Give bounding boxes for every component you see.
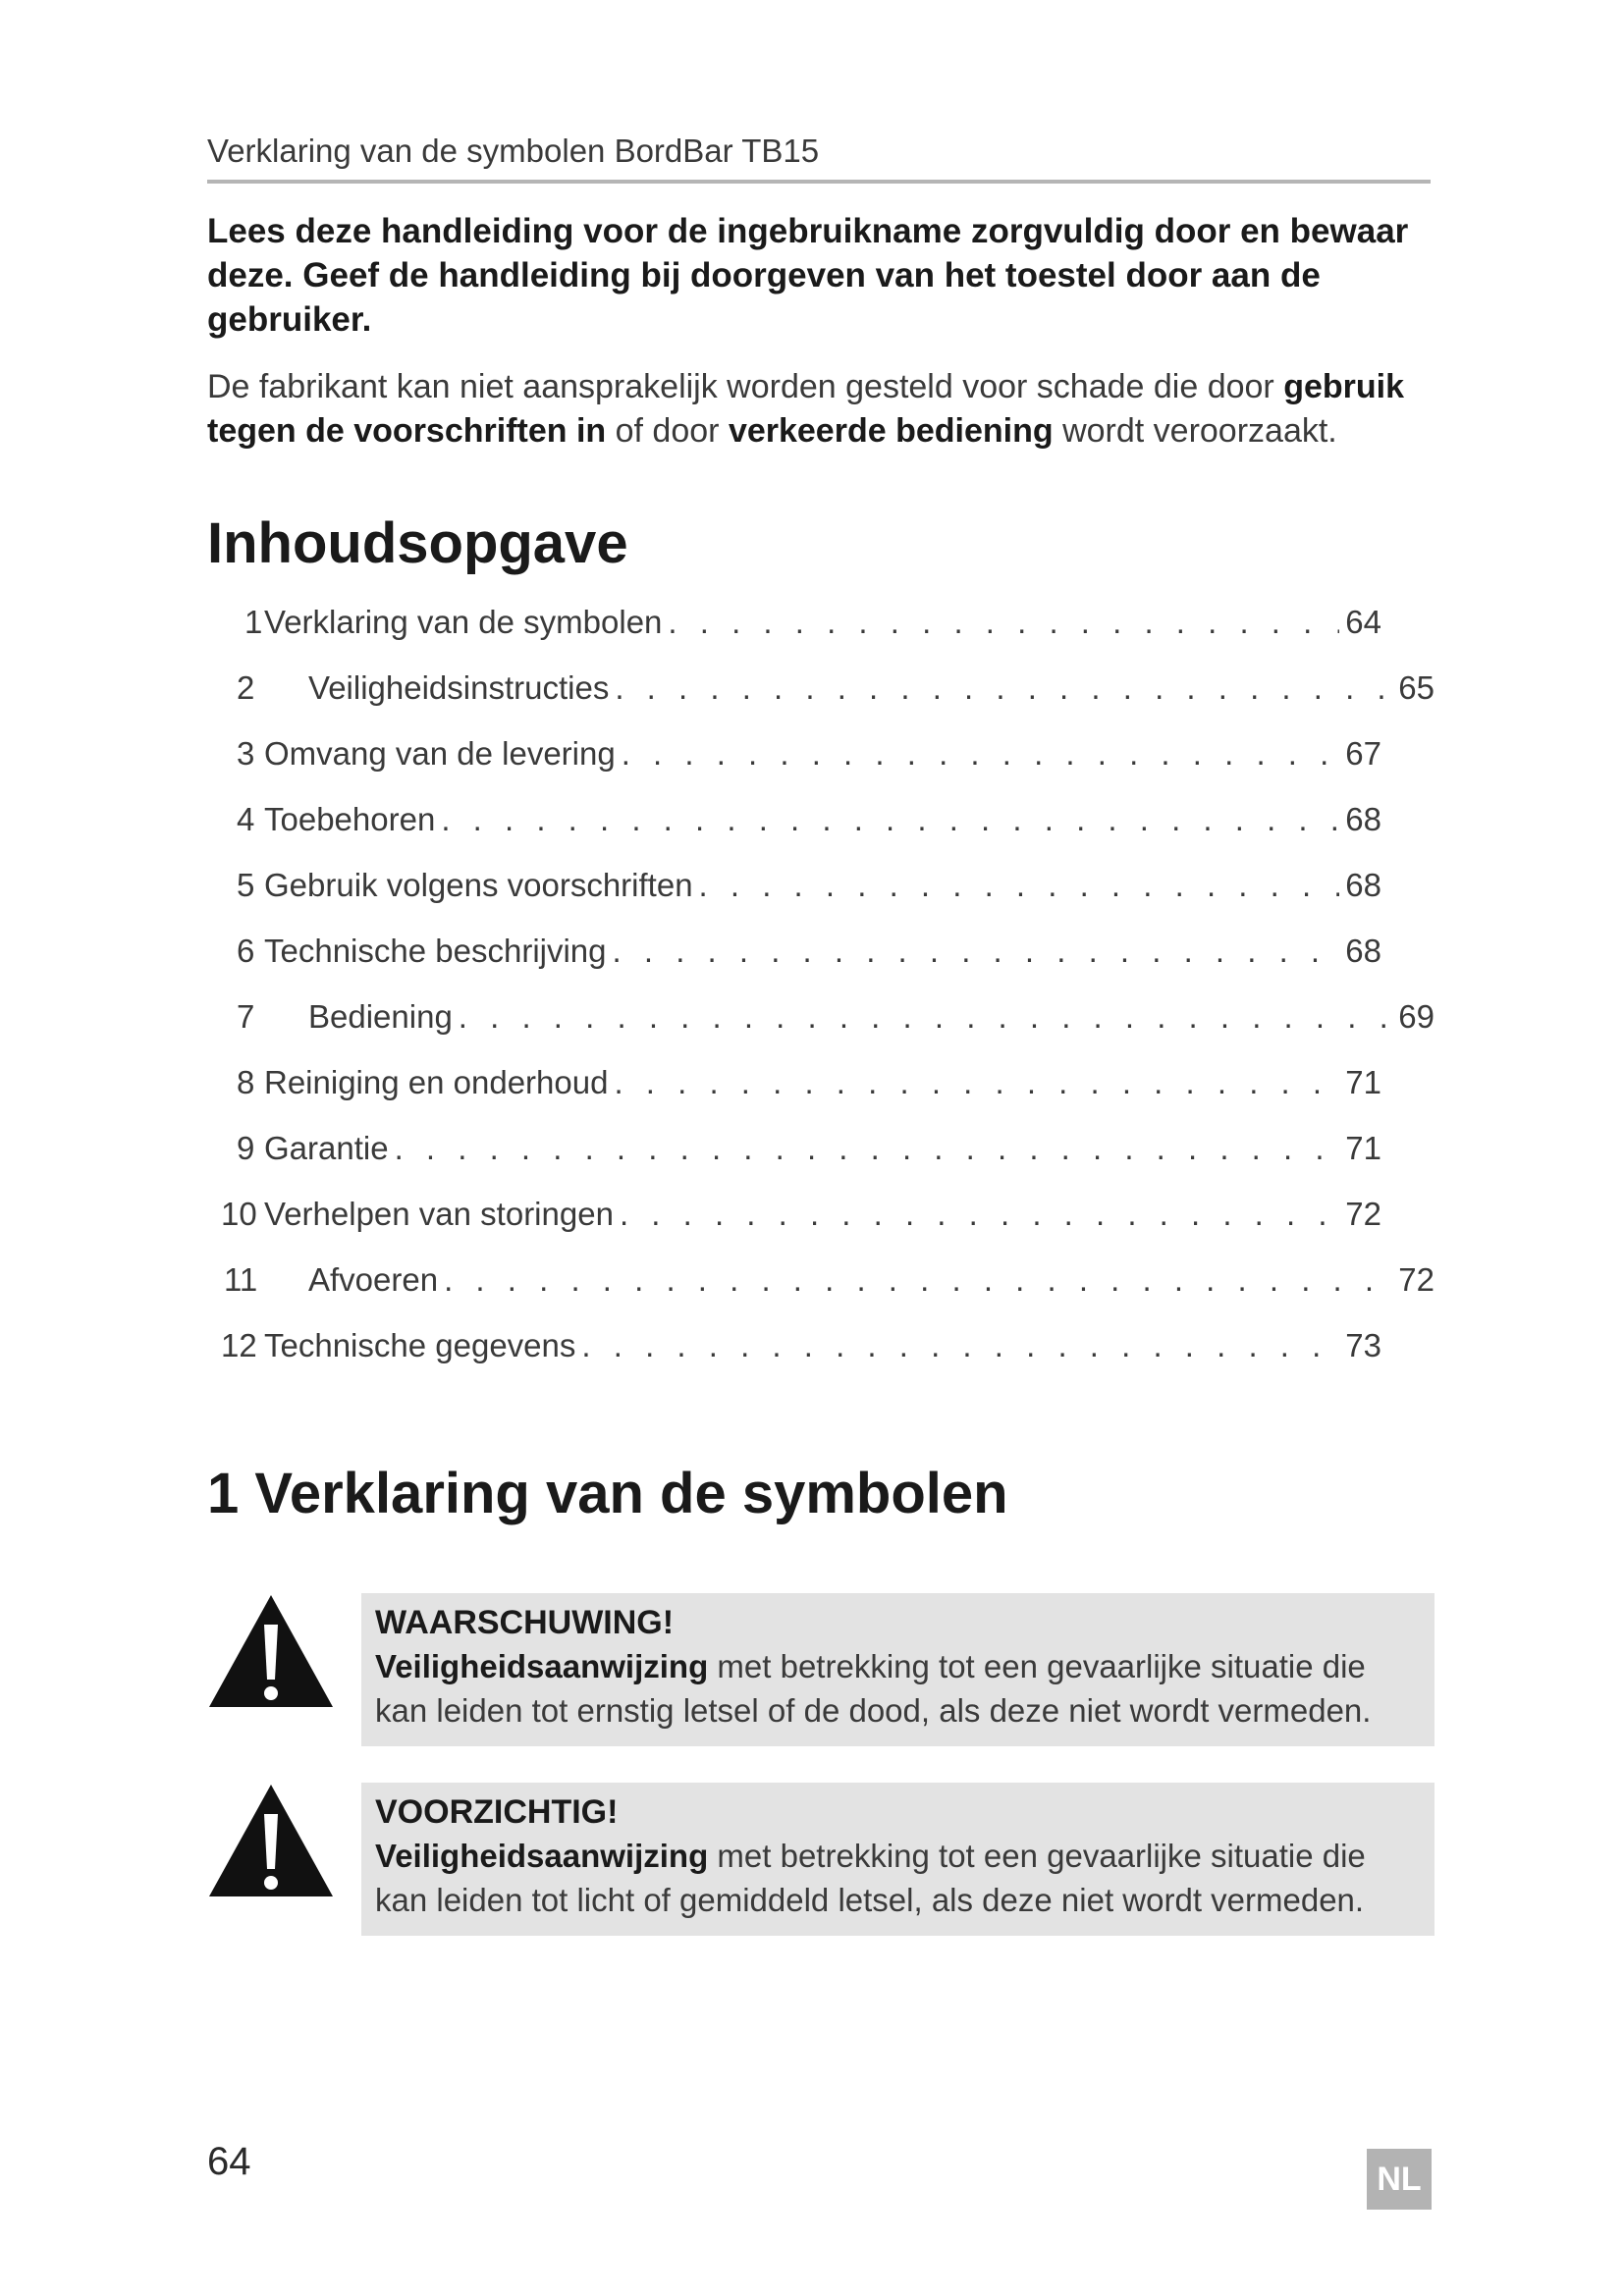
toc-leader-dots: [614, 1064, 1339, 1101]
caution-bold: Veiligheidsaanwijzing: [375, 1838, 709, 1874]
toc-leader-dots: [459, 998, 1392, 1036]
toc-leader-dots: [699, 867, 1340, 904]
toc-entry[interactable]: [237, 998, 1435, 1049]
toc-entry[interactable]: [237, 801, 1381, 852]
toc-entry-number: 6: [237, 933, 255, 969]
caution-description: met betrekking tot een gevaarlijke situatie die kan leiden tot licht of gemiddeld letsel, als deze niet wordt vermeden.: [375, 1838, 1366, 1918]
toc-entry-label: Omvang van de levering: [264, 735, 616, 772]
toc-entry-number: 7: [237, 998, 255, 1035]
toc-leader-dots: [668, 604, 1339, 641]
toc-leader-dots: [613, 933, 1340, 970]
toc-entry-label: Bediening: [308, 998, 453, 1035]
liability-bold-1: gebruik tegen de voorschriften in: [207, 368, 1405, 450]
warning-description: met betrekking tot een gevaarlijke situatie die kan leiden tot ernstig letsel of de dood, als deze niet wordt vermeden.: [375, 1648, 1372, 1729]
toc-entry[interactable]: [224, 1261, 1435, 1312]
toc-leader-dots: [622, 735, 1340, 773]
warning-notice: [207, 1593, 1435, 1746]
toc-leader-dots: [444, 1261, 1392, 1299]
toc-entry-number: 9: [237, 1130, 255, 1166]
toc-entry[interactable]: [221, 1327, 1381, 1378]
toc-entry-page: 68: [1345, 867, 1381, 903]
toc-entry-label: Technische gegevens: [264, 1327, 576, 1363]
toc-entry-label: Afvoeren: [308, 1261, 439, 1298]
toc-entry-label: Toebehoren: [264, 801, 436, 837]
read-manual-notice: Lees deze handleiding voor de ingebruikname zorgvuldig door en bewaar deze. Geef de handleiding bij doorgeven van het toestel door aan de gebruiker.: [207, 212, 1409, 339]
toc-leader-dots: [615, 669, 1392, 707]
liability-text-3: wordt veroorzaakt.: [1053, 412, 1337, 450]
toc-entry-page: 71: [1345, 1064, 1381, 1100]
toc-entry-number: 10: [221, 1196, 257, 1232]
toc-entry-page: 67: [1345, 735, 1381, 772]
toc-entry-page: 72: [1345, 1196, 1381, 1232]
toc-leader-dots: [620, 1196, 1339, 1233]
liability-text-1: De fabrikant kan niet aansprakelijk worden gesteld voor schade die door: [207, 368, 1284, 405]
toc-entry[interactable]: [237, 669, 1435, 721]
toc-entry-number: 5: [237, 867, 255, 903]
toc-entry[interactable]: [221, 1196, 1381, 1247]
toc-entry[interactable]: [237, 933, 1381, 984]
toc-entry-number: 4: [237, 801, 255, 837]
toc-entry[interactable]: [244, 604, 1381, 655]
toc-entry-number: 11: [224, 1261, 258, 1298]
toc-leader-dots: [395, 1130, 1340, 1167]
warning-box: [361, 1593, 1435, 1746]
toc-title: Inhoudsopgave: [207, 511, 628, 575]
toc-entry[interactable]: [237, 1130, 1381, 1181]
toc-entry-page: 73: [1345, 1327, 1381, 1363]
toc-entry-page: 72: [1398, 1261, 1435, 1298]
toc-entry-number: 12: [221, 1327, 257, 1363]
toc-entry-label: Technische beschrijving: [264, 933, 607, 969]
toc-entry-number: 2: [237, 669, 255, 706]
caution-text: [375, 1834, 1423, 1922]
liability-bold-2: verkeerde bediening: [728, 412, 1054, 450]
toc-entry[interactable]: [237, 735, 1381, 786]
toc-entry-number: 8: [237, 1064, 255, 1100]
page-number: 64: [207, 2140, 251, 2183]
toc-entry-page: 68: [1345, 801, 1381, 837]
caution-box: [361, 1783, 1435, 1936]
section-title: 1 Verklaring van de symbolen: [207, 1462, 1008, 1525]
toc-entry-number: 1: [244, 604, 263, 640]
toc-entry-page: 71: [1345, 1130, 1381, 1166]
running-header: Verklaring van de symbolen BordBar TB15: [207, 133, 1431, 184]
caution-heading: VOORZICHTIG!: [375, 1793, 619, 1831]
liability-paragraph: [207, 365, 1435, 454]
toc-entry-number: 3: [237, 735, 255, 772]
toc-entry[interactable]: [237, 1064, 1381, 1115]
toc-entry-page: 68: [1345, 933, 1381, 969]
toc-entry-page: 69: [1398, 998, 1435, 1035]
toc-leader-dots: [441, 801, 1339, 838]
toc-leader-dots: [581, 1327, 1339, 1364]
toc-entry[interactable]: [237, 867, 1381, 918]
warning-text: [375, 1644, 1423, 1733]
warning-heading: WAARSCHUWING!: [375, 1604, 675, 1641]
warning-triangle-icon: [207, 1593, 335, 1709]
language-badge: NL: [1367, 2149, 1432, 2210]
toc-entry-label: Reiniging en onderhoud: [264, 1064, 609, 1100]
warning-triangle-icon: [207, 1783, 335, 1898]
toc-entry-label: Verklaring van de symbolen: [264, 604, 663, 640]
caution-notice: [207, 1783, 1435, 1936]
warning-bold: Veiligheidsaanwijzing: [375, 1648, 709, 1684]
toc-entry-page: 64: [1345, 604, 1381, 640]
toc-entry-label: Garantie: [264, 1130, 389, 1166]
toc-entry-page: 65: [1398, 669, 1435, 706]
toc-entry-label: Verhelpen van storingen: [264, 1196, 614, 1232]
toc-entry-label: Gebruik volgens voorschriften: [264, 867, 693, 903]
liability-text-2: of door: [606, 412, 729, 450]
toc-entry-label: Veiligheidsinstructies: [308, 669, 610, 706]
